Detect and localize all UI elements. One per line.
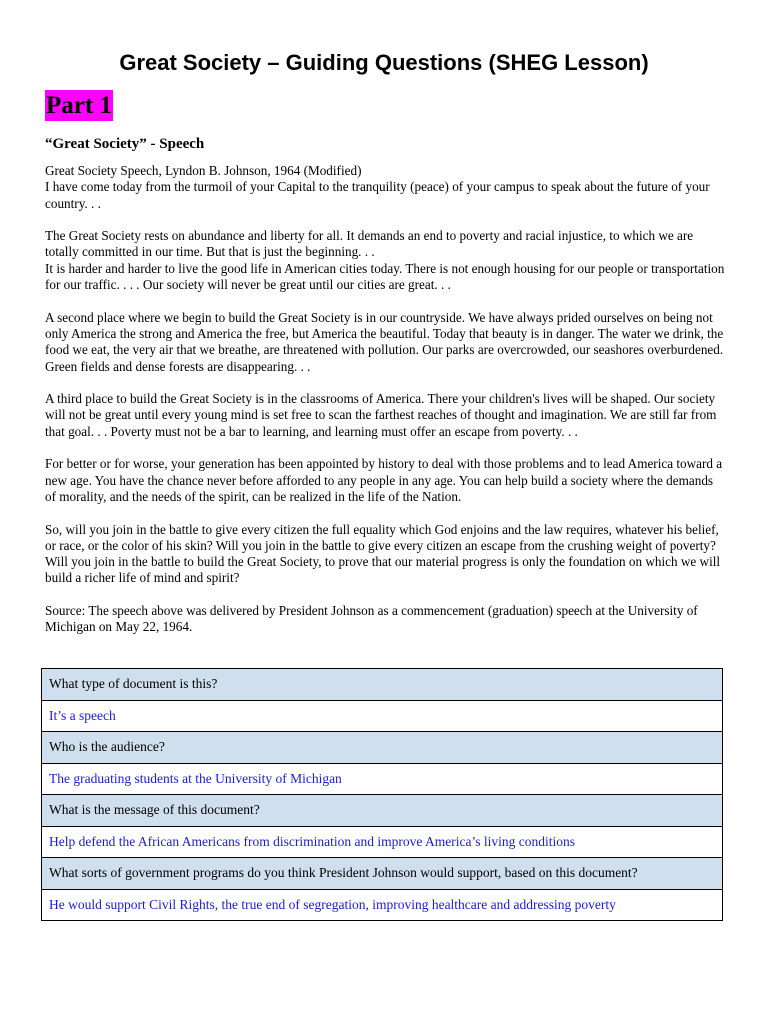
question-row: [42, 669, 723, 701]
page-title: Great Society – Guiding Questions (SHEG Lesson): [119, 50, 649, 75]
source-paragraph: Source: The speech above was delivered by President Johnson as a commencement (graduation) speech at the University of Michigan on May 22, 1964.: [45, 603, 698, 635]
paragraph: So, will you join in the battle to give every citizen the full equality which God enjoins and the law requires, whatever his belief, or race, or the color of his skin? Will you join in the battle to give every citizen an escape from the crushing weight of poverty? Will you join in the battle to build the Great Society, to prove that our material progress is only the foundation on which we will build a richer life of mind and spirit?: [45, 521, 721, 586]
question-row: [42, 858, 723, 890]
paragraph: It is harder and harder to live the good life in American cities today. There is not enough housing for our people or transportation for our traffic. . . . Our society will never be great until our cities are great. . .: [45, 260, 725, 293]
answer-row: [42, 826, 723, 858]
part-label: Part 1: [46, 92, 112, 119]
question-cell: What type of document is this?: [42, 669, 723, 701]
question-cell: What is the message of this document?: [42, 795, 723, 827]
question-cell: What sorts of government programs do you think President Johnson would support, based on this document?: [42, 858, 723, 890]
answer-cell[interactable]: He would support Civil Rights, the true end of segregation, improving healthcare and addressing poverty: [42, 889, 723, 921]
paragraph: For better or for worse, your generation has been appointed by history to deal with those problems and to lead America toward a new age. You have the chance never before afforded to any people in any age. You can help build a society where the demands of morality, and the needs of the spirit, can be realized in the life of the Nation.: [45, 456, 723, 504]
answer-row: [42, 700, 723, 732]
paragraph: The Great Society rests on abundance and liberty for all. It demands an end to poverty and racial injustice, to which we are totally committed in our time. But that is just the beginning. . .: [45, 228, 694, 260]
answer-cell[interactable]: The graduating students at the University of Michigan: [42, 763, 723, 795]
paragraph: A second place where we begin to build the Great Society is in our countryside. We have always prided ourselves on being not only America the strong and America the free, but America the beautiful. Today that beauty is in danger. The water we drink, the food we eat, the very air that we breathe, are threatened with pollution. Our parks are overcrowded, our seashores overburdened. Green fields and dense forests are disappearing. . .: [45, 309, 724, 374]
paragraph: A third place to build the Great Society is in the classrooms of America. There your children's lives will be shaped. Our society will not be great until every young mind is set free to scan the farthest reaches of thought and imagination. We are still far from that goal. . . Poverty must not be a bar to learning, and learning must offer an escape from poverty. . .: [45, 391, 717, 439]
question-row: [42, 795, 723, 827]
guiding-questions-table: [41, 668, 723, 921]
paragraph-intro: Great Society Speech, Lyndon B. Johnson, 1964 (Modified) I have come today from the turmoil of your Capital to the tranquility (peace) of your campus to speak about the future of your country. . .: [45, 163, 710, 211]
question-cell: Who is the audience?: [42, 732, 723, 764]
answer-row: [42, 763, 723, 795]
answer-row: [42, 889, 723, 921]
speech-heading: “Great Society” - Speech: [45, 136, 205, 152]
answer-cell[interactable]: Help defend the African Americans from discrimination and improve America’s living conditions: [42, 826, 723, 858]
question-row: [42, 732, 723, 764]
speech-text: [45, 163, 725, 652]
answer-cell[interactable]: It’s a speech: [42, 700, 723, 732]
